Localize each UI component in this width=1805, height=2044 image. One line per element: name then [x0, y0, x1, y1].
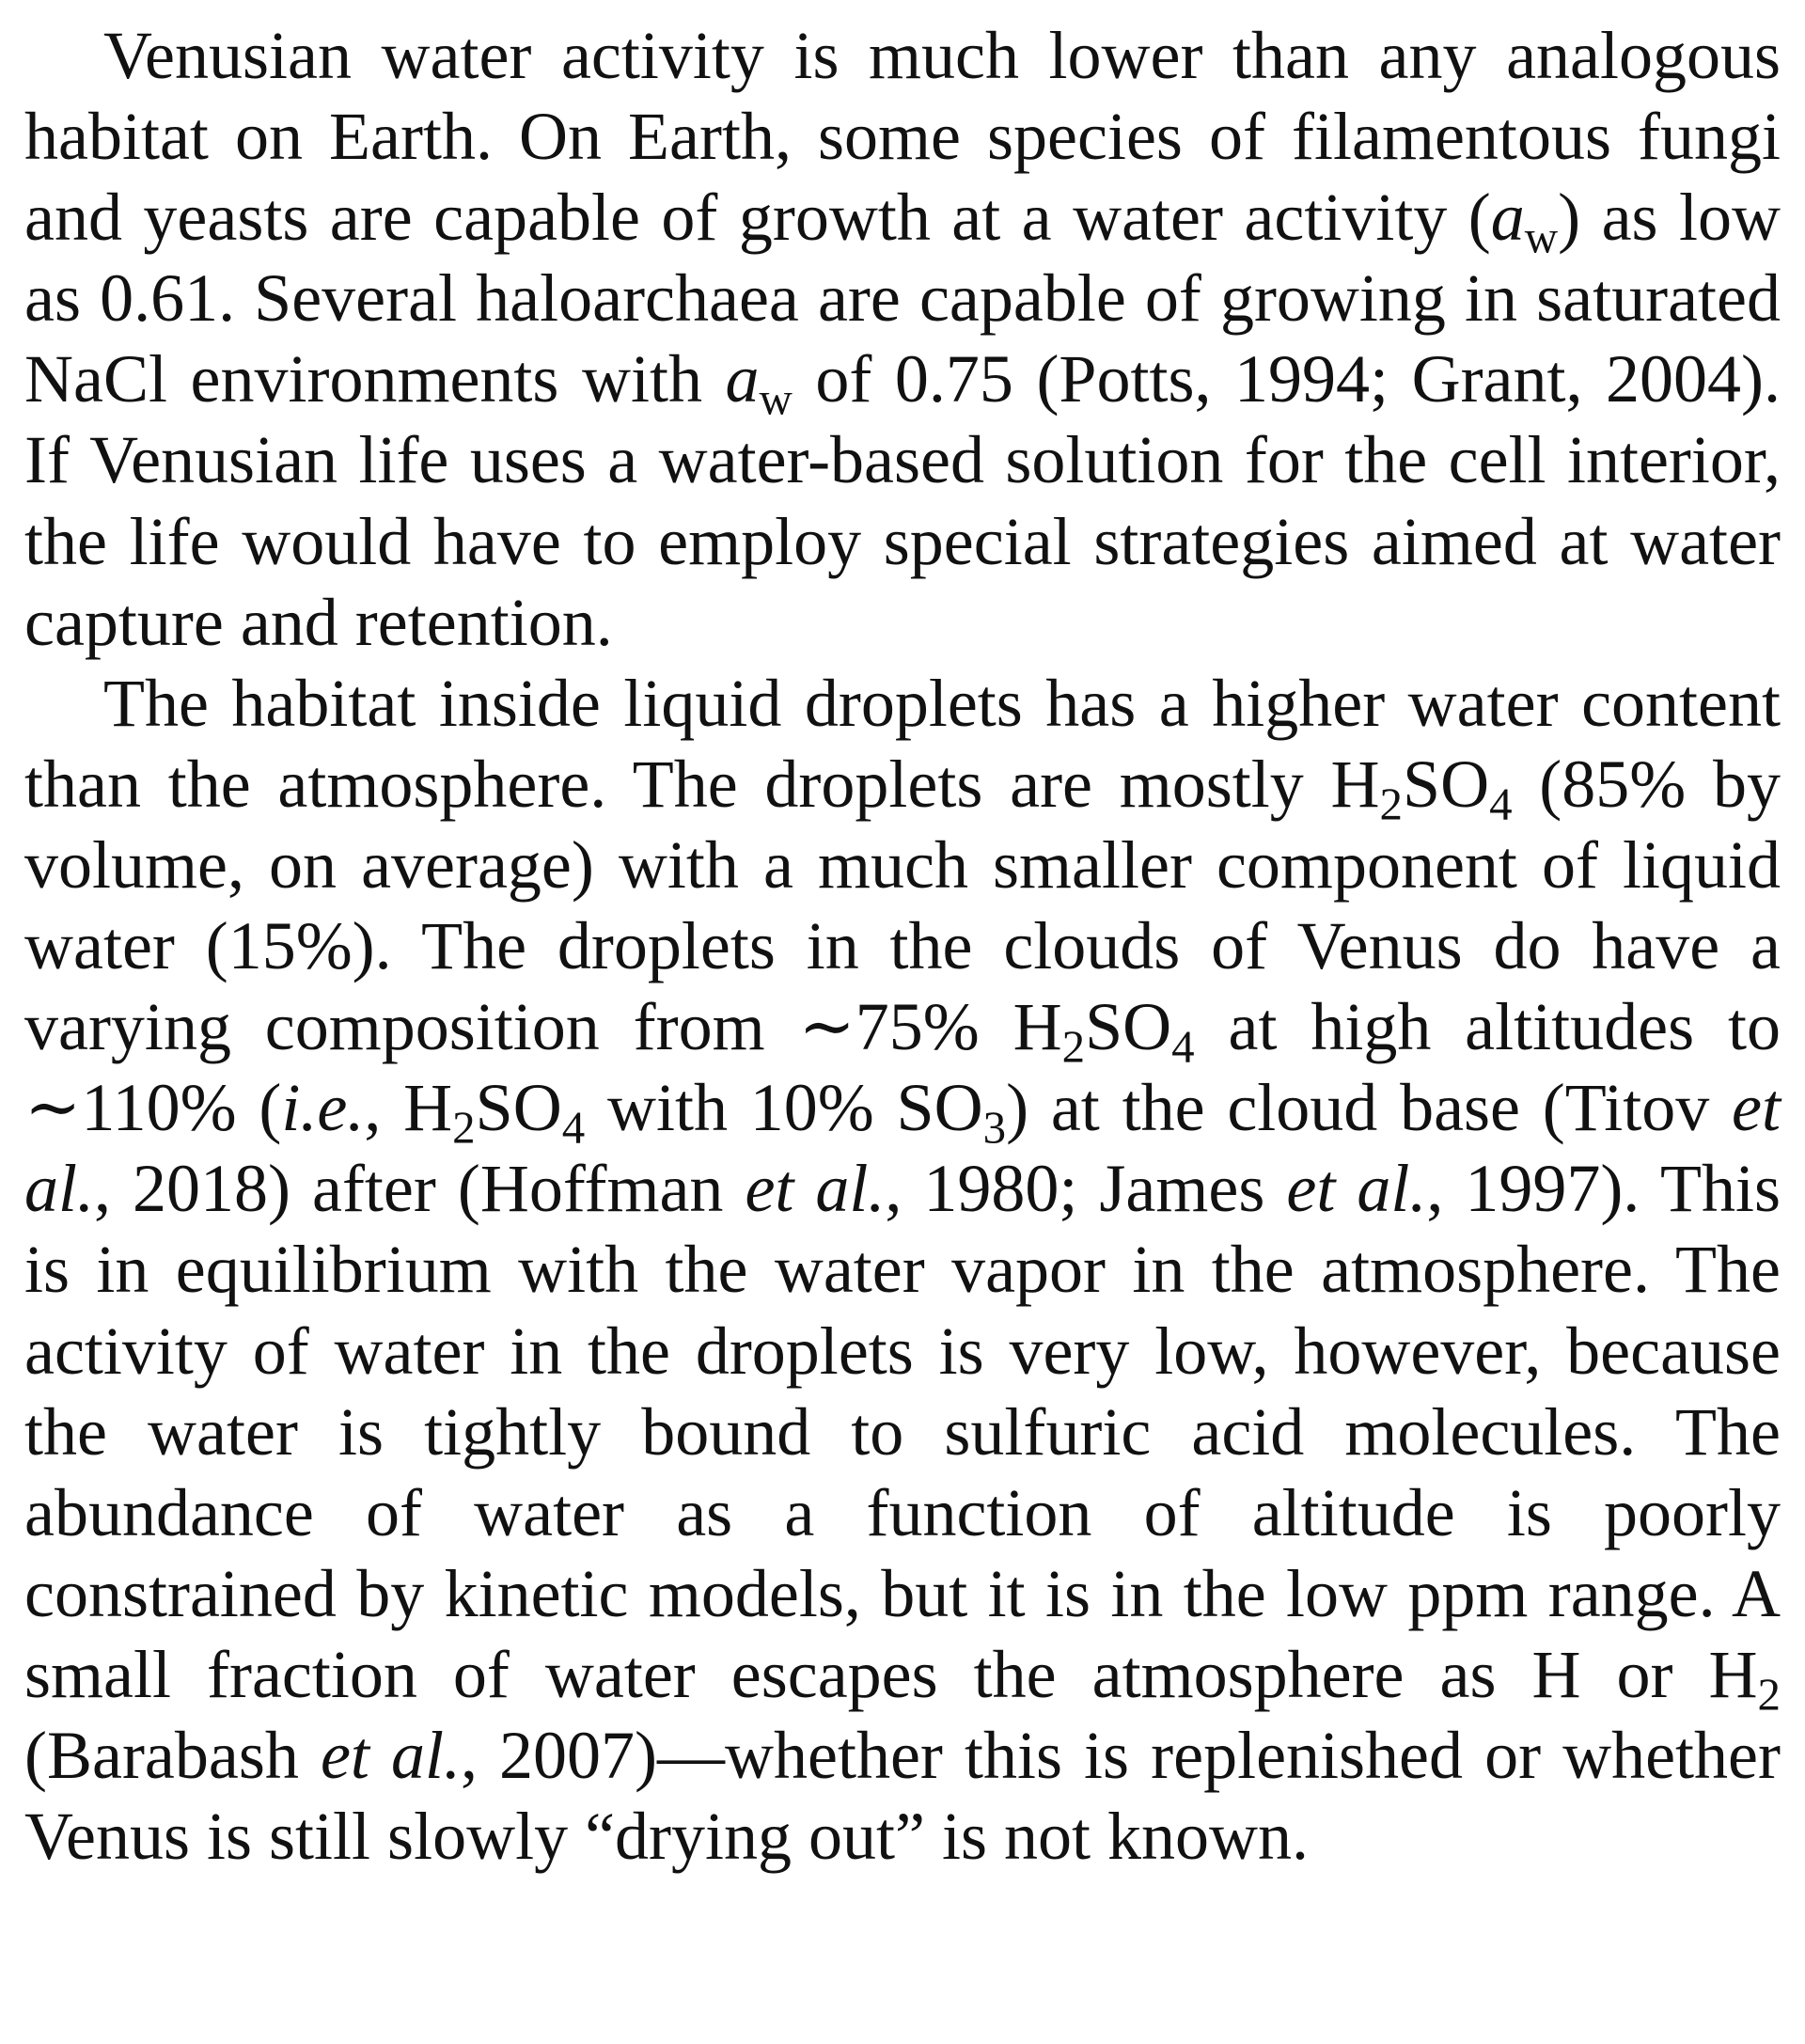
- text-run: , 1980; James: [885, 1151, 1287, 1227]
- subscript: 4: [1171, 1020, 1195, 1073]
- subscript-w: w: [1524, 211, 1559, 263]
- text-run: (Barabash: [24, 1717, 321, 1793]
- subscript: 3: [982, 1101, 1007, 1154]
- symbol-a: a: [1490, 180, 1525, 256]
- text-run: of 0.75 (Potts, 1994; Grant, 2004). If Venusian life uses a water-based solution for the cell interior, the life would have to employ special strategies aimed at water capture and retention.: [24, 341, 1781, 660]
- paragraph-droplet-habitat: [24, 663, 1781, 1877]
- paper-text-block: [24, 15, 1781, 1877]
- text-run: , 2007)—whether this is replenished or whether Venus is still slowly “drying out” is not known.: [24, 1717, 1781, 1875]
- paragraph-water-activity: [24, 15, 1781, 663]
- citation-et-al: et al.: [320, 1717, 461, 1793]
- text-run: The habitat inside liquid droplets has a higher water content than the atmosphere. The droplets are mostly H: [24, 665, 1781, 822]
- text-run: with 10% SO: [585, 1070, 983, 1146]
- subscript-w: w: [759, 373, 793, 426]
- text-run: SO: [1403, 746, 1490, 822]
- text-run: Venusian water activity is much lower than any analogous habitat on Earth. On Earth, some species of filamentous fungi and yeasts are capable of growth at a water activity (: [24, 18, 1781, 256]
- text-run: (85% by volume, on average) with a much smaller component of liquid water (15%). The droplets in the clouds of Venus do have a varying composition from ∼75% H: [24, 746, 1781, 1065]
- citation-et-al: et al.: [745, 1151, 886, 1227]
- text-run: , 2018) after (Hoffman: [94, 1151, 746, 1227]
- text-run: ) as low as 0.61. Several haloarchaea are capable of growing in saturated NaCl environments with: [24, 180, 1781, 417]
- text-run: SO: [475, 1070, 562, 1146]
- text-run: , H: [364, 1070, 453, 1146]
- subscript: 4: [561, 1101, 586, 1154]
- text-run: , 1997). This is in equilibrium with the water vapor in the atmosphere. The activity of water in the droplets is very low, however, because the water is tightly bound to sulfuric acid molecules. The abundance of water as a function of altitude is poorly constrained by kinetic models, but it is in the low ppm range. A small fraction of water escapes the atmosphere as H or H: [24, 1151, 1781, 1712]
- italic-ie: i.e.: [281, 1070, 365, 1146]
- subscript: 2: [452, 1101, 476, 1154]
- subscript: 4: [1489, 778, 1513, 830]
- symbol-a: a: [725, 341, 760, 417]
- subscript: 2: [1379, 778, 1404, 830]
- subscript: 2: [1757, 1668, 1781, 1721]
- text-run: SO: [1085, 989, 1172, 1065]
- text-run: at high altitudes to ∼110% (: [24, 989, 1781, 1146]
- subscript: 2: [1061, 1020, 1086, 1073]
- citation-et-al: et al.: [1286, 1151, 1427, 1227]
- citation-et-al: et al.: [24, 1070, 1781, 1227]
- text-run: ) at the cloud base (Titov: [1006, 1070, 1733, 1146]
